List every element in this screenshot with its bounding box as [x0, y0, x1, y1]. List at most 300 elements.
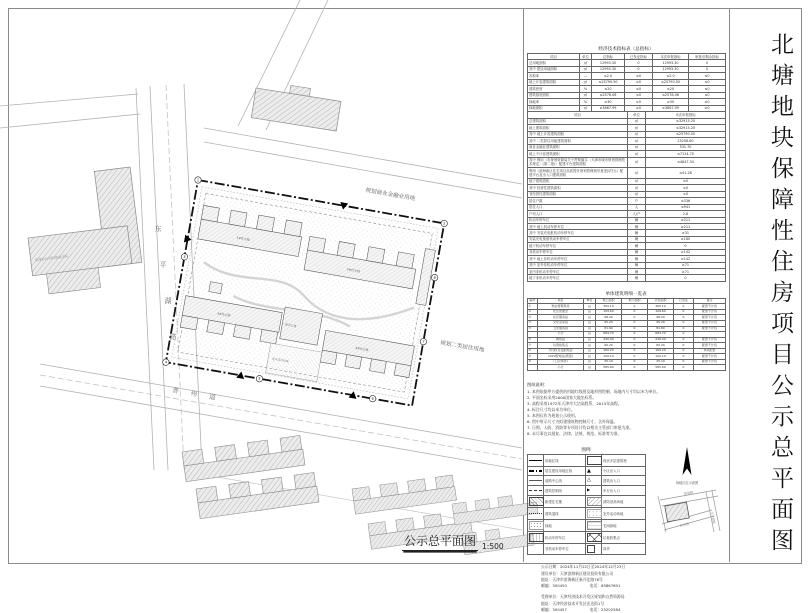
table-cell: 240.00: [648, 337, 674, 343]
notes-section: [527, 382, 725, 437]
legend-swatch-cell: [528, 508, 544, 520]
table-cell: 户均人口: [528, 211, 628, 217]
legend-swatch-cell: [586, 467, 602, 476]
table-cell: 81.60: [648, 326, 674, 332]
table-cell: 换热站: [538, 337, 584, 343]
table-cell: ≤20: [653, 86, 689, 92]
legend-label: 现状多层建筑物: [602, 455, 646, 467]
existing-building-north: [251, 80, 342, 131]
box-grid-light-icon: [587, 521, 602, 530]
legend-row: [528, 544, 646, 555]
table-cell: ≤0: [689, 86, 726, 92]
legend-swatch-cell: [528, 455, 544, 467]
legend-label: 车行出入口: [602, 486, 646, 496]
line-dashed-icon: [529, 490, 542, 491]
column-header: 已发证指标: [625, 54, 653, 60]
table-cell: 0: [674, 354, 694, 360]
table-cell: 0: [674, 359, 694, 365]
data-panel: [527, 12, 725, 612]
table-cell: 0: [622, 365, 648, 371]
table-cell: 建筑基底面积: [528, 92, 580, 98]
box-dots-icon: [529, 521, 544, 530]
table-cell: 684.70: [648, 332, 674, 338]
table-cell: 0: [689, 60, 726, 66]
inset-map-title: 场地区位示意图: [675, 481, 699, 486]
table-cell: 配套不计容: [694, 326, 726, 332]
legend-title: 图例: [581, 448, 591, 454]
table-cell: 0: [622, 359, 648, 365]
table-cell: ④: [528, 321, 538, 327]
table-cell: 配套不计容: [694, 315, 726, 321]
boundary-point: 4: [164, 360, 168, 365]
table-cell: ①: [528, 304, 538, 310]
column-header: 单位: [580, 54, 592, 60]
table-cell: 垃圾收集点: [538, 343, 584, 349]
boundary-point: 6: [371, 396, 375, 402]
table-cell: ⑥: [528, 337, 538, 343]
table-cell: 总用地面积: [528, 60, 580, 66]
table-cell: ㎡: [584, 359, 596, 365]
building-label: 1#住宅楼: [236, 235, 251, 242]
table-cell: 卫生服务站: [538, 326, 584, 332]
table-cell: ㎡: [628, 178, 646, 184]
legend-row: [528, 467, 646, 476]
table-cell: ≤0: [689, 73, 726, 79]
legend-label: 居住建设用地红线: [544, 467, 586, 476]
table-cell: 0: [622, 348, 648, 354]
table-cell: 总建筑面积: [528, 118, 628, 124]
table-cell: ≤2578.06: [592, 92, 625, 98]
table-cell: ㎡: [584, 315, 596, 321]
table-cell: 60.20: [596, 343, 622, 349]
table-cell: ㎡: [628, 185, 646, 191]
table-cell: 绿地率: [528, 99, 580, 105]
table-cell: 95.20: [648, 321, 674, 327]
text-line: 1. 本图依据甲方提供的用地红线图及地形图绘制，场地内尺寸均以米为单位。: [527, 388, 661, 394]
road-char: 东: [154, 225, 162, 233]
arrow-open-icon: [587, 477, 600, 484]
table-cell: ≥0: [689, 105, 726, 111]
table-cell: [694, 365, 726, 371]
table-cell: 95.20: [596, 321, 622, 327]
table-cell: 109.60: [596, 309, 622, 315]
inset-site-parcel: [665, 502, 689, 522]
table-cell: 0: [622, 343, 648, 349]
table-cell: 配套不计容: [694, 337, 726, 343]
inset-road-label: 普州道: [679, 521, 690, 529]
legend-swatch-cell: [586, 496, 602, 508]
table-cell: ㎡: [628, 138, 646, 144]
table-cell: 2.8: [646, 211, 726, 217]
legend-swatch-cell: [528, 486, 544, 496]
building-label: 2#住宅楼: [346, 267, 361, 274]
table-cell: 12993.30: [592, 60, 625, 66]
table-cell: 地上不计容建筑面积: [528, 151, 628, 157]
table-cell: ②: [528, 309, 538, 315]
table-cell: 地上建筑面积: [528, 125, 628, 131]
text-line: 5. 本图仅作为规划公示使用。: [527, 412, 579, 418]
legend-swatch-cell: [586, 476, 602, 486]
table-cell: 辆: [628, 236, 646, 242]
table-cell: 0: [622, 315, 648, 321]
table-cell: 商业金融业建筑面积: [528, 144, 628, 150]
building-label: 4#住宅楼: [354, 345, 369, 353]
table-cell: ≤0: [689, 79, 726, 85]
legend-swatch-cell: [528, 532, 544, 544]
fire-station-building: [21, 167, 144, 296]
legend-row: [528, 486, 646, 496]
line-dashdot-bold-icon: [529, 470, 542, 472]
legend-swatch-cell: [586, 455, 602, 467]
table-cell: 684.70: [596, 332, 622, 338]
road-char: 湖: [164, 297, 172, 305]
legend-label: 小区出入口: [602, 467, 646, 476]
table-cell: ≥3867.99: [592, 105, 625, 111]
table-cell: 0: [622, 337, 648, 343]
table-cell: ㎡: [584, 332, 596, 338]
table-cell: ⑧: [528, 348, 538, 354]
table-cell: ≥71: [646, 269, 726, 275]
table-cell: 人: [628, 204, 646, 210]
table-cell: 辆: [628, 217, 646, 223]
legend-swatch-cell: [586, 532, 602, 544]
table-cell: ≤2.0: [592, 73, 625, 79]
column-header: 项目: [528, 112, 628, 118]
legend-swatch-cell: [528, 496, 544, 508]
drawing-title: 公示总平面图: [402, 532, 478, 551]
legend-label: 绿地: [544, 520, 586, 532]
table-cell: 其中 二类居住用地建筑面积: [528, 138, 628, 144]
table-cell: ≤32915.20: [646, 118, 726, 124]
table-cell: ≤336: [646, 198, 726, 204]
box-small-icon: [587, 545, 595, 553]
table-cell: 531.70: [646, 144, 726, 150]
table-cell: 辆: [628, 269, 646, 275]
table-cell: 0: [622, 354, 648, 360]
table-cell: ≤0: [625, 73, 653, 79]
column-header: 备注: [694, 298, 726, 304]
small-annex: [209, 282, 223, 294]
table-cell: 98.20: [596, 315, 622, 321]
column-header: 地下面积: [622, 298, 648, 304]
table-cell: 辆: [628, 243, 646, 249]
legend-row: [528, 532, 646, 544]
table-cell: 160.20: [596, 348, 622, 354]
table-cell: ㎡: [584, 348, 596, 354]
footer-public-notice: [541, 564, 725, 589]
text-line: 6. 图中所示尺寸为拟建建筑物控制尺寸，含外保温。: [527, 419, 618, 425]
table-cell: ㎡: [628, 125, 646, 131]
table-cell: ≤0: [625, 86, 653, 92]
table-cell: [528, 365, 538, 371]
table-cell: ≤2578.06: [653, 92, 689, 98]
table-cell: 地下机动车停车位: [528, 243, 628, 249]
table-cell: 辆: [628, 230, 646, 236]
table-cell: 其中 利用《市规划资源局关于贯彻落实〈天津市城市规划管理技术规定〉(第二批)》配建平台建筑面积: [528, 157, 628, 168]
table-cell: ≤0: [646, 185, 726, 191]
table-cell: 其中 室外非机动车停车位: [528, 262, 628, 268]
table-cell: 0: [646, 243, 726, 249]
table-cell: 0: [674, 304, 694, 310]
text-line: 3. 高程采用1972年天津市大沽高程系，2015年高程。: [527, 400, 622, 406]
boundary-point: 3: [182, 254, 186, 260]
column-header: 单位: [628, 112, 646, 118]
legend-label: 宅间绿地: [602, 520, 646, 532]
table-cell: 585.60: [648, 365, 674, 371]
table-cell: ㎡: [628, 144, 646, 150]
table-cell: ≤941: [646, 204, 726, 210]
table-cell: 0: [622, 332, 648, 338]
table-cell: 辆: [628, 262, 646, 268]
legend-row: [528, 508, 646, 520]
road-char: 平: [159, 261, 167, 269]
table-cell: ≥180: [646, 236, 726, 242]
table-cell: ≥142: [646, 249, 726, 255]
table-cell: ㎡: [584, 321, 596, 327]
text-line: 地址：天津经济技术开发区宏达街1号: [541, 600, 605, 606]
text-line: 邮编：300457 电话：25202584: [541, 606, 621, 612]
econ-table-section: [527, 46, 725, 282]
column-header: 审批后剩余指标: [689, 54, 726, 60]
table-cell: ⑤: [528, 326, 538, 332]
boundary-point: 5: [257, 376, 261, 382]
table-row: [528, 365, 726, 371]
building-list-section: [527, 291, 725, 371]
table-cell: ≤0: [646, 191, 726, 197]
inset-road-label: 东平湖路: [710, 511, 717, 525]
legend-swatch-cell: [586, 520, 602, 532]
table-cell: ≤0: [689, 92, 726, 98]
fire-station-label: 滨海新区消防救援支队: [34, 254, 69, 263]
boundary-point: 8: [433, 275, 437, 280]
building-label: 3#住宅楼: [216, 311, 231, 318]
boundary-point: 2: [442, 221, 446, 226]
table-cell: %: [580, 86, 592, 92]
table-cell: 100.10: [648, 354, 674, 360]
text-line: 受理单位：天津经济技术开发区规划和自然资源局: [541, 594, 625, 600]
entrance-arrow-icon: [339, 202, 348, 210]
table-cell: ㎡: [584, 354, 596, 360]
table-cell: 25.10: [596, 359, 622, 365]
box-hatch-icon: [529, 497, 544, 506]
road-label-puzhou: 普 州 道: [171, 386, 222, 403]
table-cell: ⑦: [528, 343, 538, 349]
table-cell: 0: [622, 304, 648, 310]
table-cell: 其中 地上计容建筑面积: [528, 131, 628, 137]
text-line: 公示日期：2024年11月22日至2024年12月23日: [541, 564, 626, 570]
table-cell: 非机动车停车位: [528, 249, 628, 255]
legend-swatch-cell: [586, 544, 602, 555]
table-cell: ㎡: [628, 191, 646, 197]
table-cell: ≤4847.34: [646, 157, 726, 168]
table-cell: ≥211: [646, 223, 726, 229]
building-list-title: 单体建筑明细一览表: [605, 291, 647, 297]
table-cell: 室内非机动车停车位: [528, 269, 628, 275]
table-cell: 非经营性建筑面积: [528, 191, 628, 197]
footer-info: [527, 564, 725, 613]
econ-table-detail: [527, 111, 726, 281]
legend-row: [528, 476, 646, 486]
table-cell: ㎡: [580, 60, 592, 66]
legend-label: 建筑控制线: [544, 486, 586, 496]
table-cell: ≥0: [689, 99, 726, 105]
panel-divider-right: [729, 9, 730, 562]
table-cell: ㎡: [628, 157, 646, 168]
column-header: 总指标: [592, 54, 625, 60]
legend-label: 岗亭: [602, 544, 646, 555]
table-cell: 利用《滨海新区住宅项目品质提升规划管理指导意见(试行)》配建平台及出入口建筑面积: [528, 168, 628, 179]
table-cell: 12993.30: [592, 66, 625, 72]
table-cell: ㎡: [580, 105, 592, 111]
table-cell: 300.10: [596, 304, 622, 310]
commercial-parcel-label: 规划商业金融业用地: [364, 187, 416, 203]
column-header: 本次申报指标: [646, 112, 726, 118]
table-cell: 安装充电预留机动车停车位: [528, 236, 628, 242]
table-cell: 配套不计容: [694, 304, 726, 310]
table-cell: 小计: [538, 332, 584, 338]
column-header: 单位: [584, 298, 596, 304]
legend-swatch-cell: [586, 508, 602, 520]
table-cell: ≥30: [592, 99, 625, 105]
table-cell: 10kV配电站(预留): [538, 354, 584, 360]
legend-swatch-cell: [528, 520, 544, 532]
line-thin-icon: [529, 480, 542, 481]
table-cell: 居住户数: [528, 198, 628, 204]
table-cell: 绿地面积: [528, 105, 580, 111]
table-cell: 25258.80: [646, 138, 726, 144]
table-cell: ≤2.0: [653, 73, 689, 79]
table-cell: 0: [674, 337, 694, 343]
table-cell: ≤0: [625, 79, 653, 85]
table-cell: 0: [689, 66, 726, 72]
table-cell: 辆: [628, 275, 646, 281]
table-cell: ㎡: [584, 309, 596, 315]
text-line: 8. 未尽事宜以批复、法律、法规、规范、标准等为准。: [527, 431, 622, 437]
table-cell: 配套不计容: [694, 343, 726, 349]
text-line: 7. 日照、人防、消防等专项设计均以相关主管部门审批为准。: [527, 425, 634, 431]
legend-row: [528, 520, 646, 532]
table-cell: 地上计容建筑面积: [528, 79, 580, 85]
table-row: [528, 275, 726, 281]
table-cell: 地下建筑面积: [528, 178, 628, 184]
table-cell: ㎡: [628, 131, 646, 137]
table-cell: 市政配套: [694, 348, 726, 354]
table-cell: ≥3867.99: [653, 105, 689, 111]
sheet-title-vertical: [731, 9, 797, 562]
table-cell: ㎡: [580, 92, 592, 98]
annex-label: 配套公建: [284, 322, 297, 329]
column-header: 本次申报指标: [653, 54, 689, 60]
table-cell: ≥30: [653, 99, 689, 105]
table-cell: 其中 安装充电桩机动车停车位: [528, 230, 628, 236]
table-cell: ㎡: [580, 79, 592, 85]
compass-area: [651, 447, 723, 535]
boundary-point: 1: [196, 178, 200, 183]
column-header: 已发证: [674, 298, 694, 304]
box-grid-icon: [529, 533, 544, 542]
table-cell: —: [580, 73, 592, 79]
table-cell: 0: [646, 275, 726, 281]
table-cell: 12993.30: [653, 60, 689, 66]
legend-label: 消防登高场地: [602, 496, 646, 508]
table-cell: 25.10: [648, 359, 674, 365]
table-row: [528, 168, 726, 179]
panel-divider-left: [523, 9, 524, 562]
table-cell: 地下非机动车停车位: [528, 275, 628, 281]
table-cell: 人/户: [628, 211, 646, 217]
legend-swatch-cell: [528, 544, 544, 555]
boundary-point: 7: [421, 339, 425, 344]
table-cell: ㎡: [584, 337, 596, 343]
legend-label: 垃圾收集点: [602, 532, 646, 544]
column-header: 项目: [528, 54, 580, 60]
box-hatch-light-icon: [587, 497, 602, 506]
table-cell: 0: [622, 326, 648, 332]
box-x-icon: [587, 533, 602, 542]
table-cell: ≥0: [625, 105, 653, 111]
legend-swatch-cell: [528, 476, 544, 486]
column-header: 计容面积: [648, 298, 674, 304]
box-crosshatch-icon: [529, 546, 542, 553]
table-cell: 60.20: [648, 343, 674, 349]
notes-title: 图纸说明：: [527, 381, 548, 387]
table-cell: 其中 地上机动车停车位: [528, 223, 628, 229]
legend-section: [527, 447, 725, 555]
box-empty-icon: [587, 456, 602, 465]
legend-label: 道路中心线: [544, 476, 586, 486]
residential-parcel-label: 规划二类居住用地: [439, 340, 485, 354]
north-arrow-icon: [680, 447, 694, 477]
footer-authority: [541, 594, 725, 613]
table-cell: 0: [622, 309, 648, 315]
table-cell: ≤25790.50: [653, 79, 689, 85]
building-list-table: [527, 298, 726, 371]
table-cell: 0: [674, 343, 694, 349]
table-cell: 98.20: [648, 315, 674, 321]
legend-label: 用地红线: [544, 455, 586, 467]
table-cell: ㎡: [628, 118, 646, 124]
table-cell: ≤7124.70: [646, 151, 726, 157]
table-cell: 300.10: [648, 304, 674, 310]
table-row: [528, 157, 726, 168]
text-line: 4. 标注尺寸均以米为单位。: [527, 406, 575, 412]
arrow-small-icon: [587, 487, 600, 494]
table-cell: 585.60: [596, 365, 622, 371]
activity-label: 室外活动场地: [271, 356, 290, 364]
table-cell: ≤0: [646, 178, 726, 184]
table-cell: ㎡: [580, 66, 592, 72]
column-header: 编号: [529, 298, 536, 303]
table-cell: 0: [625, 66, 653, 72]
drawing-scale: 1:500: [482, 542, 504, 551]
column-header: 项目: [538, 298, 584, 304]
table-cell: ≤32915.20: [646, 125, 726, 131]
table-cell: 0: [625, 60, 653, 66]
table-cell: 开闭所及变配电站: [538, 348, 584, 354]
legend-swatch-cell: [586, 486, 602, 496]
table-cell: 0: [674, 348, 694, 354]
table-cell: ㎡: [584, 304, 596, 310]
legend-label: 新建住宅楼: [544, 496, 586, 508]
table-cell: 建筑密度: [528, 86, 580, 92]
table-cell: ≤25790.50: [646, 131, 726, 137]
table-cell: 机动车停车位: [528, 217, 628, 223]
table-cell: ≤0: [625, 92, 653, 98]
text-line: 2. 平面坐标采用2000国家大地坐标系。: [527, 394, 597, 400]
table-cell: 配套不计容: [694, 321, 726, 327]
econ-table-main: [527, 53, 726, 112]
table-cell: 160.20: [648, 348, 674, 354]
